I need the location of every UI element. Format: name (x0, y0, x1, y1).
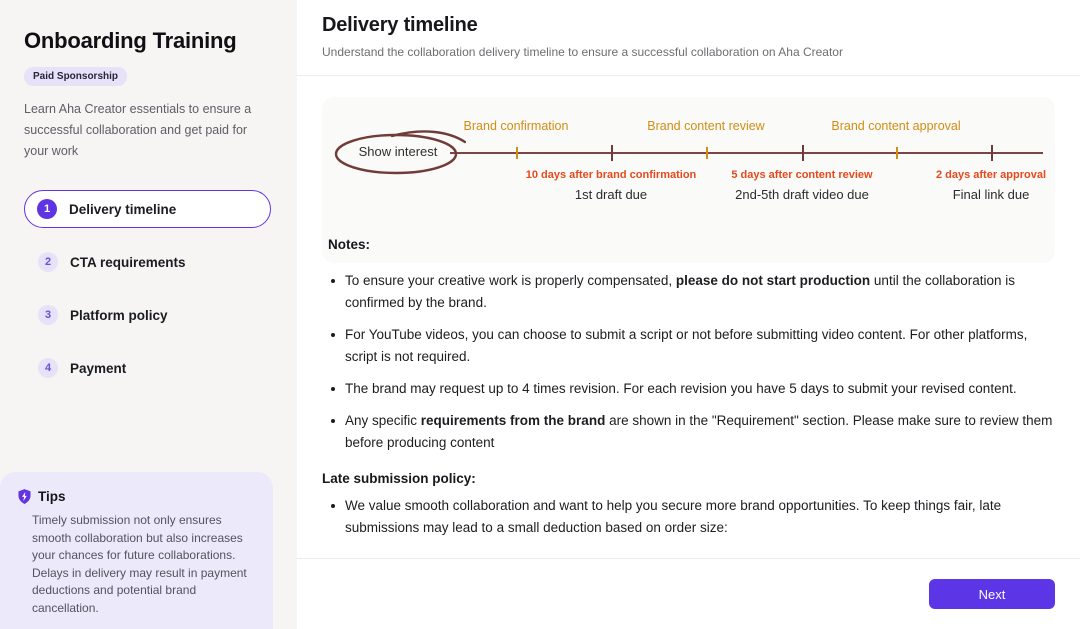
step-payment[interactable] (24, 358, 273, 378)
footer-bar (297, 558, 1080, 629)
main-panel (297, 0, 1080, 629)
sidebar-description: Learn Aha Creator essentials to ensure a successful collaboration and get paid for your work (24, 102, 252, 158)
deadline-when: 10 days after brand confirmation (525, 169, 697, 181)
deadline-tick (611, 145, 613, 161)
step-number-badge: 2 (38, 252, 58, 272)
milestone-tick (706, 147, 708, 159)
note-text: We value smooth collaboration and want to help you secure more brand opportunities. To keep things fair, late submissions may lead to a small deduction based on order size: (345, 498, 1002, 535)
deadline-due: 1st draft due (574, 187, 648, 202)
page-title: Delivery timeline (322, 14, 478, 36)
milestone-label: Brand content review (647, 119, 765, 133)
milestone-label: Brand confirmation (463, 119, 569, 133)
note-text: Any specific (345, 413, 421, 428)
main-content (297, 76, 1080, 558)
timeline-axis (450, 152, 1043, 154)
step-label: CTA requirements (70, 254, 186, 270)
note-text: until the collaboration is confirmed by the brand. (345, 273, 1016, 310)
sidebar-title: Onboarding Training (24, 28, 237, 53)
step-number-badge: 1 (37, 199, 57, 219)
timeline-card (322, 97, 1055, 263)
step-number-badge: 3 (38, 305, 58, 325)
tips-panel (0, 472, 273, 629)
late-policy-list (322, 495, 1055, 539)
note-item (322, 495, 1055, 539)
note-text: are shown in the "Requirement" section. Please make sure to review them before producing content (345, 413, 1053, 450)
step-label: Platform policy (70, 307, 168, 323)
step-number-badge: 4 (38, 358, 58, 378)
page-subtitle: Understand the collaboration delivery timeline to ensure a successful collaboration on Aha Creator (322, 45, 843, 59)
paid-sponsorship-badge: Paid Sponsorship (24, 67, 127, 86)
note-text: For YouTube videos, you can choose to submit a script or not before submitting video content. For other platforms, script is not required. (345, 327, 1028, 364)
note-item (322, 410, 1055, 454)
note-text: To ensure your creative work is properly compensated, (345, 273, 676, 288)
note-text-bold: requirements from the brand (420, 413, 606, 428)
sidebar (0, 0, 297, 629)
note-text-bold: please do not start production (675, 273, 871, 288)
deadline-tick (802, 145, 804, 161)
late-policy-heading: Late submission policy: (322, 471, 476, 486)
milestone-label: Brand content approval (831, 119, 961, 133)
step-delivery-timeline[interactable] (24, 190, 271, 228)
step-label: Delivery timeline (69, 201, 177, 217)
shield-bolt-icon (16, 488, 33, 505)
note-item (322, 324, 1055, 368)
note-item (322, 378, 1055, 400)
notes-heading: Notes: (328, 237, 371, 252)
deadline-due: Final link due (952, 187, 1030, 202)
steps-nav (24, 190, 273, 378)
timeline-start-label: Show interest (358, 143, 438, 159)
tips-header (16, 488, 259, 505)
deadline-due: 2nd-5th draft video due (735, 187, 869, 202)
note-text: The brand may request up to 4 times revision. For each revision you have 5 days to submit your revised content. (345, 381, 1017, 396)
deadline-when: 2 days after approval (935, 169, 1047, 181)
step-cta-requirements[interactable] (24, 252, 273, 272)
step-label: Payment (70, 360, 127, 376)
next-button[interactable]: Next (929, 579, 1055, 609)
milestone-tick (516, 147, 518, 159)
tips-body: Timely submission not only ensures smooth collaboration but also increases your chances for future collaborations. Delays in delivery may result in payment deductions and potential brand cancellation. (32, 513, 247, 615)
tips-title: Tips (38, 489, 66, 504)
step-platform-policy[interactable] (24, 305, 273, 325)
notes-list (322, 270, 1055, 454)
deadline-when: 5 days after content review (731, 169, 873, 181)
note-item (322, 270, 1055, 314)
main-header (297, 0, 1080, 76)
deadline-tick (991, 145, 993, 161)
milestone-tick (896, 147, 898, 159)
